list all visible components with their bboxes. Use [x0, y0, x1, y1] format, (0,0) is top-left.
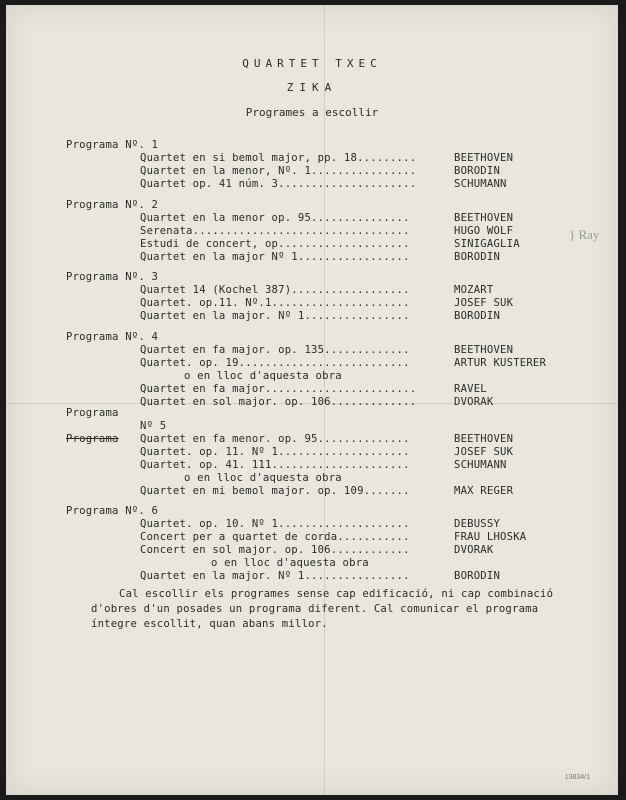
work-title: Quartet en la menor op. 95...............	[140, 212, 410, 224]
work-title: Concert per a quartet de corda...........	[140, 531, 410, 543]
work-title: Quartet en fa menor. op. 95..............	[140, 433, 410, 445]
composer-name: SINIGAGLIA	[454, 238, 520, 250]
composer-name: BORODIN	[454, 570, 501, 582]
composer-name: JOSEF SUK	[454, 446, 514, 458]
work-title: Quartet en fa major.......................	[140, 383, 417, 395]
composer-name: ARTUR KUSTERER	[454, 357, 547, 369]
composer-name: MAX REGER	[454, 485, 514, 497]
alternative-note: o en lloc d'aquesta obra	[184, 370, 342, 382]
composer-name: BEETHOVEN	[454, 152, 514, 164]
composer-name: DEBUSSY	[454, 518, 501, 530]
composer-name: HUGO WOLF	[454, 225, 514, 237]
document-heading: Programes a escollir	[245, 106, 379, 119]
document-title: QUARTET TXEC	[242, 57, 382, 70]
program-label: Programa Nº. 4	[66, 331, 159, 343]
work-title: Quartet en si bemol major, pp. 18.........	[140, 152, 417, 164]
work-title: Concert en sol major. op. 106............	[140, 544, 410, 556]
margin-note: } Ray	[569, 227, 600, 242]
composer-name: BORODIN	[454, 251, 501, 263]
composer-name: DVORAK	[454, 396, 494, 408]
program-number: Nº 5	[140, 420, 167, 432]
work-title: Quartet en la major. Nº 1................	[140, 570, 410, 582]
work-title: Quartet. op. 19..........................	[140, 357, 410, 369]
composer-name: SCHUMANN	[454, 178, 507, 190]
work-title: Quartet en fa major. op. 135.............	[140, 344, 410, 356]
composer-name: JOSEF SUK	[454, 297, 514, 309]
work-title: Quartet en la major. Nº 1................	[140, 310, 410, 322]
composer-name: DVORAK	[454, 544, 494, 556]
archive-number: 13834/1	[564, 774, 590, 781]
program-label: Programa Nº. 2	[66, 199, 159, 211]
program-label: Programa Nº. 6	[66, 505, 159, 517]
alternative-note: o en lloc d'aquesta obra	[184, 472, 342, 484]
work-title: Quartet en mi bemol major. op. 109.......	[140, 485, 410, 497]
program-label: Programa	[66, 407, 119, 419]
work-title: Quartet. op. 10. Nº 1....................	[140, 518, 410, 530]
composer-name: RAVEL	[454, 383, 487, 395]
composer-name: BEETHOVEN	[454, 433, 514, 445]
document-sheet	[6, 5, 618, 795]
program-label: Programa Nº. 3	[66, 271, 159, 283]
work-title: Quartet en la major Nº 1.................	[140, 251, 410, 263]
composer-name: BEETHOVEN	[454, 212, 514, 224]
composer-name: BEETHOVEN	[454, 344, 514, 356]
work-title: Quartet. op.11. Nº.1.....................	[140, 297, 410, 309]
footer-note: Cal escollir els programes sense cap edificació, ni cap combinació d'obres d'un posades un programa diferent. Cal comunicar el programa íntegre escollit, quan abans millor.	[91, 588, 554, 630]
composer-name: MOZART	[454, 284, 494, 296]
composer-name: BORODIN	[454, 310, 501, 322]
program-label: Programa Nº. 1	[66, 139, 159, 151]
work-title: Quartet op. 41 núm. 3.....................	[140, 178, 417, 190]
composer-name: FRAU LHOSKA	[454, 531, 527, 543]
work-title: Quartet 14 (Kochel 387)..................	[140, 284, 410, 296]
work-title: Quartet en la menor, Nº. 1................	[140, 165, 417, 177]
composer-name: SCHUMANN	[454, 459, 507, 471]
document-subtitle: ZIKA	[286, 81, 338, 94]
alternative-note: o en lloc d'aquesta obra	[211, 557, 369, 569]
work-title: Serenata.................................	[140, 225, 410, 237]
work-title: Quartet. op. 41. 111.....................	[140, 459, 410, 471]
work-title: Quartet. op. 11. Nº 1....................	[140, 446, 410, 458]
work-title: Estudi de concert, op....................	[140, 238, 410, 250]
work-title: Quartet en sol major. op. 106.............	[140, 396, 417, 408]
composer-name: BORODIN	[454, 165, 501, 177]
struck-program-label: Programa	[66, 433, 119, 445]
